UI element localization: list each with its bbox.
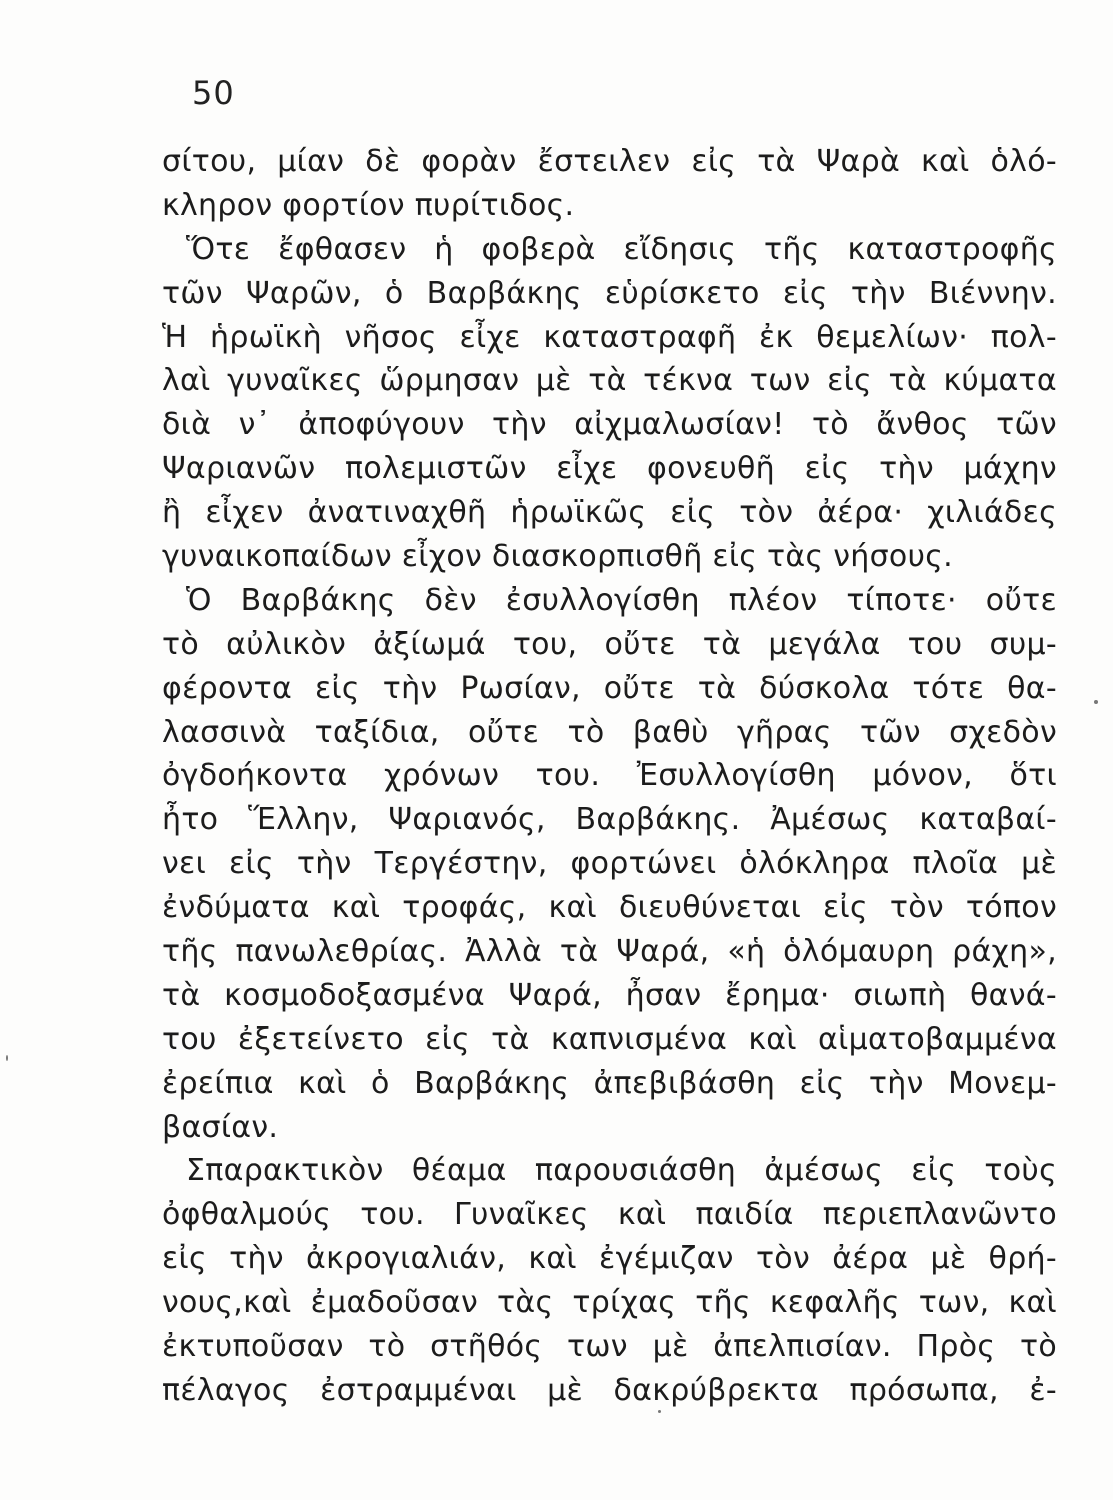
speck bbox=[1094, 700, 1098, 704]
body-text bbox=[162, 140, 1057, 1413]
text-line: ἐρείπια καὶ ὁ Βαρβάκης ἀπεβιβάσθη εἰς τὴν Μονεμ- bbox=[162, 1065, 1057, 1101]
text-line: του ἐξετείνετο εἰς τὰ καπνισμένα καὶ αἱματοβαμμένα bbox=[162, 1021, 1057, 1057]
text-line: ἐκτυποῦσαν τὸ στῆθός των μὲ ἀπελπισίαν. Πρὸς τὸ bbox=[162, 1329, 1057, 1365]
text-line: ὀγδοήκοντα χρόνων του. Ἐσυλλογίσθη μόνον, ὅτι bbox=[162, 758, 1057, 794]
text-line: ὀφθαλμούς του. Γυναῖκες καὶ παιδία περιεπλανῶντο bbox=[162, 1197, 1057, 1233]
text-line: νει εἰς τὴν Τεργέστην, φορτώνει ὁλόκληρα πλοῖα μὲ bbox=[162, 846, 1057, 882]
text-line: λαὶ γυναῖκες ὥρμησαν μὲ τὰ τέκνα των εἰς τὰ κύματα bbox=[162, 363, 1057, 399]
text-line: βασίαν. bbox=[162, 1109, 279, 1145]
text-line: Ὁ Βαρβάκης δὲν ἐσυλλογίσθη πλέον τίποτε· οὔτε bbox=[186, 582, 1057, 618]
text-line: νους,καὶ ἐμαδοῦσαν τὰς τρίχας τῆς κεφαλῆς των, καὶ bbox=[162, 1285, 1057, 1321]
text-line: ἢ εἶχεν ἀνατιναχθῆ ἡρωϊκῶς εἰς τὸν ἀέρα· χιλιάδες bbox=[162, 495, 1057, 531]
text-line: γυναικοπαίδων εἶχον διασκορπισθῆ εἰς τὰς νήσους. bbox=[162, 539, 953, 575]
text-line: Σπαρακτικὸν θέαμα παρουσιάσθη ἀμέσως εἰς τοὺς bbox=[186, 1153, 1057, 1189]
text-line: κληρον φορτίον πυρίτιδος. bbox=[162, 187, 575, 223]
text-line: τῶν Ψαρῶν, ὁ Βαρβάκης εὑρίσκετο εἰς τὴν Βιέννην. bbox=[162, 275, 1057, 311]
text-line: φέροντα εἰς τὴν Ρωσίαν, οὔτε τὰ δύσκολα τότε θα- bbox=[162, 670, 1057, 706]
text-line: τῆς πανωλεθρίας. Ἀλλὰ τὰ Ψαρά, «ἡ ὁλόμαυρη ράχη», bbox=[162, 934, 1057, 970]
text-line: Ἡ ἡρωϊκὴ νῆσος εἶχε καταστραφῆ ἐκ θεμελίων· πολ- bbox=[162, 319, 1057, 355]
text-line: λασσινὰ ταξίδια, οὔτε τὸ βαθὺ γῆρας τῶν σχεδὸν bbox=[162, 714, 1057, 750]
text-line: διὰ ν᾽ ἀποφύγουν τὴν αἰχμαλωσίαν! τὸ ἄνθος τῶν bbox=[162, 407, 1057, 443]
text-line: Ψαριανῶν πολεμιστῶν εἶχε φονευθῆ εἰς τὴν μάχην bbox=[162, 451, 1057, 487]
text-line: ἐνδύματα καὶ τροφάς, καὶ διευθύνεται εἰς τὸν τόπον bbox=[162, 890, 1057, 926]
text-line: πέλαγος ἐστραμμέναι μὲ δακρύβρεκτα πρόσωπα, ἐ- bbox=[162, 1372, 1057, 1408]
text-line: Ὅτε ἔφθασεν ἡ φοβερὰ εἴδησις τῆς καταστροφῆς bbox=[186, 231, 1057, 267]
speck bbox=[658, 1410, 661, 1413]
speck bbox=[6, 1055, 8, 1061]
text-line: τὰ κοσμοδοξασμένα Ψαρά, ἦσαν ἔρημα· σιωπὴ θανά- bbox=[162, 977, 1057, 1013]
text-line: ἦτο Ἕλλην, Ψαριανός, Βαρβάκης. Ἀμέσως καταβαί- bbox=[162, 802, 1057, 838]
text-line: σίτου, μίαν δὲ φορὰν ἔστειλεν εἰς τὰ Ψαρὰ καὶ ὁλό- bbox=[162, 144, 1057, 179]
page-number: 50 bbox=[192, 74, 235, 112]
text-line: εἰς τὴν ἀκρογιαλιάν, καὶ ἐγέμιζαν τὸν ἀέρα μὲ θρή- bbox=[162, 1241, 1057, 1277]
text-line: τὸ αὐλικὸν ἀξίωμά του, οὔτε τὰ μεγάλα του συμ- bbox=[162, 626, 1057, 662]
